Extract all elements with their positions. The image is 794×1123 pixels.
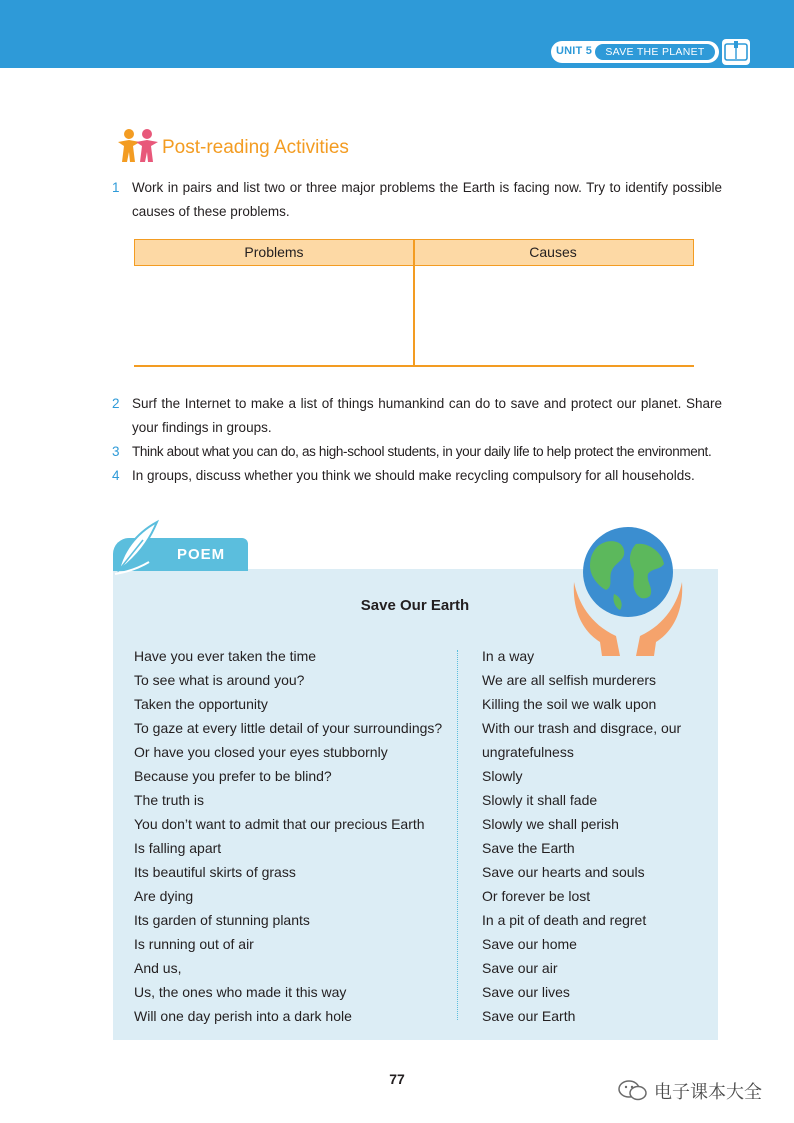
poem-tab-label: POEM [177, 546, 226, 563]
poem-line: Us, the ones who made it this way [134, 984, 347, 1000]
book-icon [722, 39, 750, 65]
poem-line: Or forever be lost [482, 888, 591, 904]
poem-line: And us, [134, 960, 182, 976]
poem-line: Slowly it shall fade [482, 792, 598, 808]
poem-line: In a pit of death and regret [482, 912, 647, 928]
poem-line: The truth is [134, 792, 205, 808]
activity-number: 1 [112, 180, 120, 195]
poem-line: ungratefulness [482, 744, 574, 760]
poem-title: Save Our Earth [360, 597, 470, 614]
poem-right-column [482, 644, 681, 1028]
activity-number: 2 [112, 396, 120, 411]
poem-line: Save the Earth [482, 840, 575, 856]
page-number: 77 [389, 1071, 405, 1087]
poem-line: Slowly we shall perish [482, 816, 619, 832]
table-bottom-rule [134, 365, 694, 367]
poem-line: Its beautiful skirts of grass [134, 864, 296, 880]
poem-line: Or have you closed your eyes stubbornly [134, 744, 388, 760]
watermark-text: 电子课本大全 [654, 1082, 762, 1103]
activity-item [112, 464, 722, 488]
section-title: Post-reading Activities [162, 137, 349, 158]
poem-line: With our trash and disgrace, our [482, 720, 682, 736]
poem-line: Taken the opportunity [134, 696, 268, 712]
table-header-causes: Causes [529, 244, 577, 260]
poem-line: To gaze at every little detail of your surroundings? [134, 720, 443, 736]
activity-item [112, 440, 722, 464]
activity-number: 4 [112, 468, 120, 483]
poem-line: Killing the soil we walk upon [482, 696, 657, 712]
poem-line: Save our Earth [482, 1008, 576, 1024]
poem-line: We are all selfish murderers [482, 672, 657, 688]
unit-title: SAVE THE PLANET [595, 44, 715, 60]
chat-bubble-icon [618, 1078, 648, 1102]
poem-line: Is running out of air [134, 936, 254, 952]
earth-hands-icon [570, 524, 686, 658]
quill-icon [113, 518, 163, 576]
poem-left-column [134, 644, 442, 1028]
poem-column-divider [457, 650, 458, 1020]
unit-label: UNIT 5 [556, 45, 593, 57]
activity-text: Work in pairs and list two or three major problems the Earth is facing now. Try to identify possible causes of these problems. [132, 180, 722, 219]
activity-text: In groups, discuss whether you think we should make recycling compulsory for all households. [132, 468, 695, 483]
activity-number: 3 [112, 444, 120, 459]
activity-text: Surf the Internet to make a list of things humankind can do to save and protect our planet. Share your findings in groups. [132, 396, 722, 435]
poem-line: Because you prefer to be blind? [134, 768, 332, 784]
poem-line: Save our air [482, 960, 558, 976]
poem-line: Is falling apart [134, 840, 222, 856]
poem-line: Will one day perish into a dark hole [134, 1008, 352, 1024]
activity-text: Think about what you can do, as high-school students, in your daily life to help protect the environment. [132, 444, 712, 459]
activity-item [112, 176, 722, 224]
table-header-problems: Problems [244, 244, 304, 260]
poem-line: Have you ever taken the time [134, 648, 317, 664]
poem-line: Its garden of stunning plants [134, 912, 310, 928]
poem-line: Save our lives [482, 984, 570, 1000]
table-column-divider [413, 239, 415, 367]
people-icon [116, 128, 160, 164]
poem-line: Are dying [134, 888, 194, 904]
activity-item [112, 392, 722, 440]
poem-line: You don’t want to admit that our precious Earth [134, 816, 425, 832]
poem-line: Save our hearts and souls [482, 864, 645, 880]
unit-badge [551, 41, 719, 63]
problems-causes-table [134, 239, 694, 367]
poem-line: Slowly [482, 768, 523, 784]
poem-line: To see what is around you? [134, 672, 305, 688]
poem-line: Save our home [482, 936, 577, 952]
poem-line: In a way [482, 648, 535, 664]
